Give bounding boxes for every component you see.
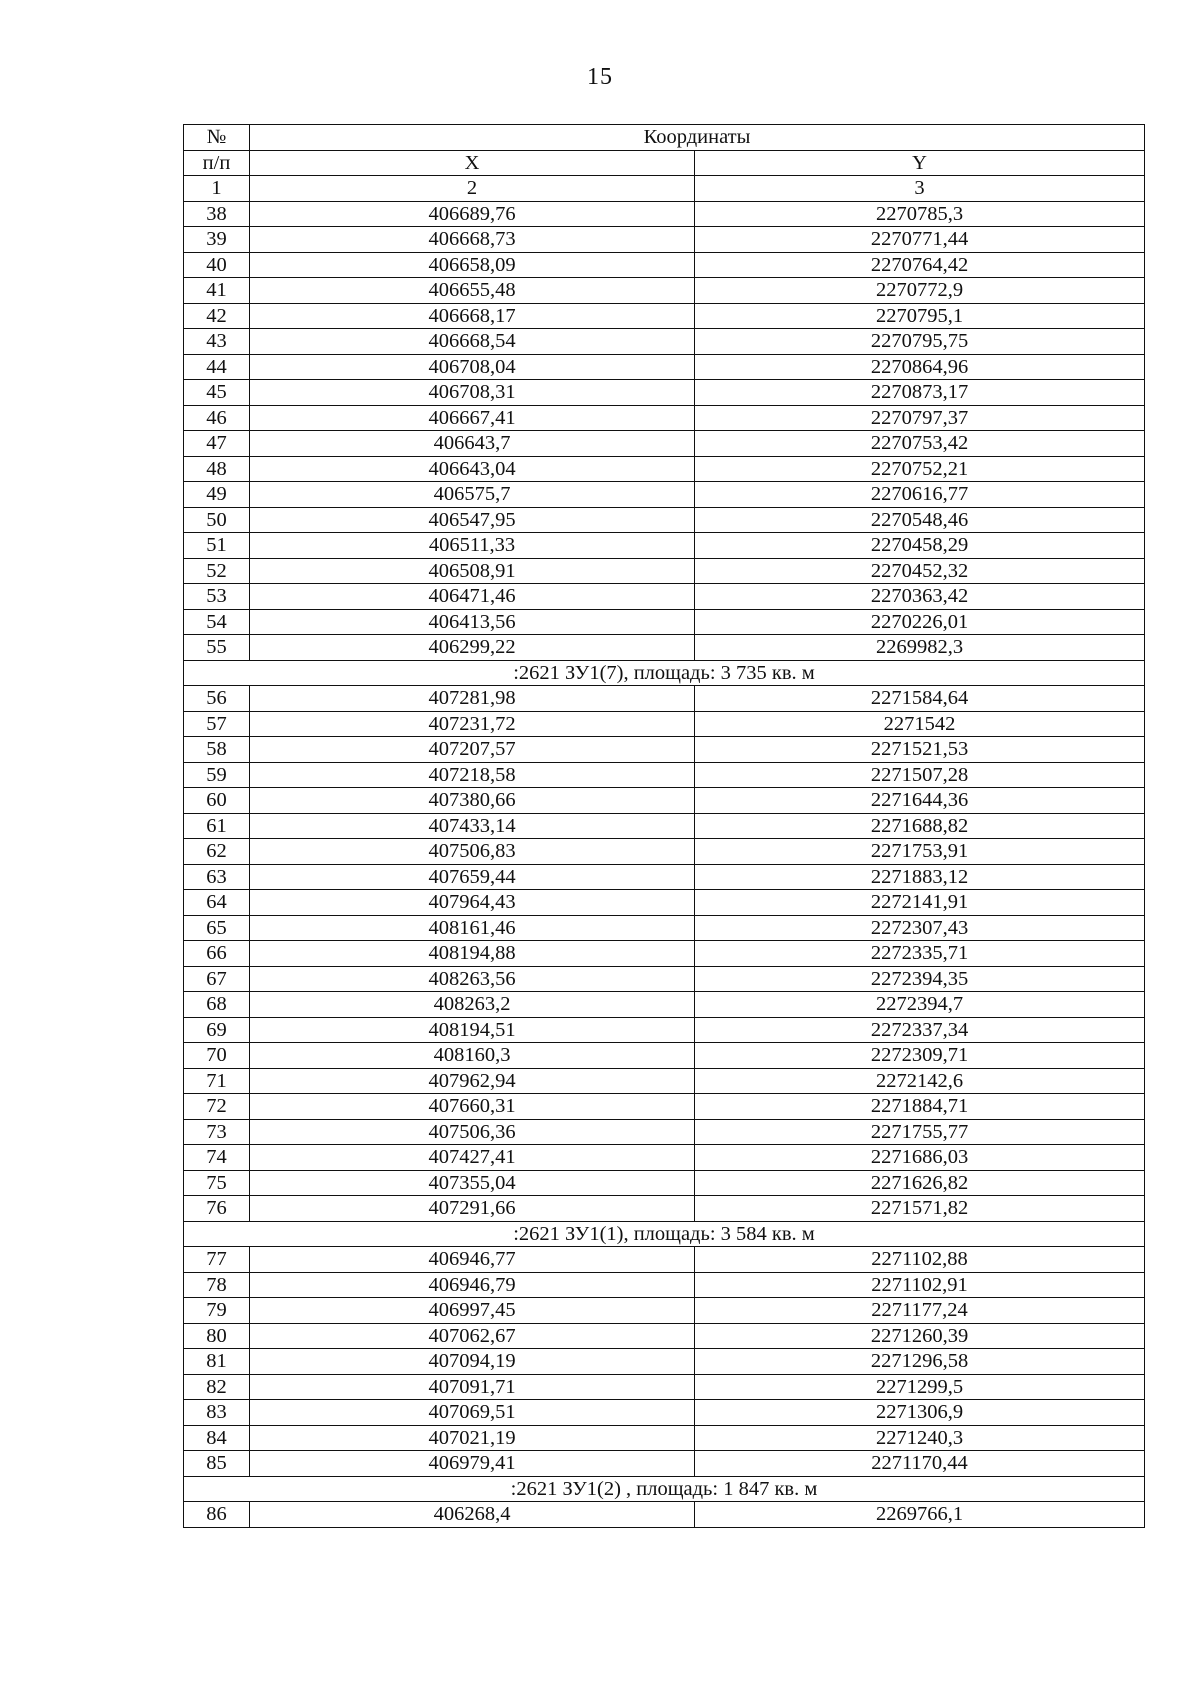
y-coordinate-cell: 2270797,37 — [695, 405, 1145, 431]
x-coordinate-cell: 408263,56 — [250, 966, 695, 992]
x-coordinate-cell: 406508,91 — [250, 558, 695, 584]
point-number-cell: 74 — [184, 1145, 250, 1171]
table-row — [184, 1196, 1145, 1222]
x-coordinate-cell: 406655,48 — [250, 278, 695, 304]
y-coordinate-cell: 2271260,39 — [695, 1323, 1145, 1349]
table-row — [184, 635, 1145, 661]
table-row — [184, 303, 1145, 329]
point-number-cell: 83 — [184, 1400, 250, 1426]
y-coordinate-cell: 2271584,64 — [695, 686, 1145, 712]
table-row — [184, 864, 1145, 890]
x-coordinate-cell: 406658,09 — [250, 252, 695, 278]
point-number-cell: 56 — [184, 686, 250, 712]
x-coordinate-cell: 406667,41 — [250, 405, 695, 431]
point-number-cell: 79 — [184, 1298, 250, 1324]
x-coordinate-cell: 406268,4 — [250, 1502, 695, 1528]
point-number-cell: 40 — [184, 252, 250, 278]
y-coordinate-cell: 2271299,5 — [695, 1374, 1145, 1400]
x-coordinate-cell: 407291,66 — [250, 1196, 695, 1222]
point-number-cell: 51 — [184, 533, 250, 559]
point-number-cell: 78 — [184, 1272, 250, 1298]
y-coordinate-cell: 2270616,77 — [695, 482, 1145, 508]
x-coordinate-cell: 406668,54 — [250, 329, 695, 355]
y-coordinate-cell: 2269982,3 — [695, 635, 1145, 661]
table-row — [184, 1068, 1145, 1094]
x-coordinate-cell: 407962,94 — [250, 1068, 695, 1094]
x-coordinate-cell: 406471,46 — [250, 584, 695, 610]
y-coordinate-cell: 2271102,91 — [695, 1272, 1145, 1298]
x-coordinate-cell: 407091,71 — [250, 1374, 695, 1400]
point-number-cell: 39 — [184, 227, 250, 253]
x-coordinate-cell: 406946,77 — [250, 1247, 695, 1273]
y-coordinate-cell: 2271306,9 — [695, 1400, 1145, 1426]
table-body — [184, 201, 1145, 1527]
x-coordinate-cell: 406708,31 — [250, 380, 695, 406]
point-number-cell: 57 — [184, 711, 250, 737]
y-coordinate-cell: 2270226,01 — [695, 609, 1145, 635]
y-coordinate-cell: 2271521,53 — [695, 737, 1145, 763]
y-coordinate-cell: 2271644,36 — [695, 788, 1145, 814]
y-coordinate-cell: 2271883,12 — [695, 864, 1145, 890]
y-coordinate-cell: 2271571,82 — [695, 1196, 1145, 1222]
section-title-row — [184, 1476, 1145, 1502]
point-number-cell: 61 — [184, 813, 250, 839]
x-coordinate-cell: 407281,98 — [250, 686, 695, 712]
point-number-cell: 44 — [184, 354, 250, 380]
point-number-cell: 67 — [184, 966, 250, 992]
x-coordinate-cell: 406643,7 — [250, 431, 695, 457]
point-number-cell: 46 — [184, 405, 250, 431]
x-coordinate-cell: 407231,72 — [250, 711, 695, 737]
table-row — [184, 1119, 1145, 1145]
table-row — [184, 507, 1145, 533]
point-number-cell: 81 — [184, 1349, 250, 1375]
table-row — [184, 788, 1145, 814]
table-row — [184, 711, 1145, 737]
table-row — [184, 533, 1145, 559]
table-row — [184, 941, 1145, 967]
table-row — [184, 456, 1145, 482]
table-row — [184, 482, 1145, 508]
header-col-index-2: 2 — [250, 176, 695, 202]
x-coordinate-cell: 406511,33 — [250, 533, 695, 559]
header-num-label: п/п — [184, 150, 250, 176]
x-coordinate-cell: 407021,19 — [250, 1425, 695, 1451]
section-title-row — [184, 1221, 1145, 1247]
table-row — [184, 813, 1145, 839]
x-coordinate-cell: 408194,88 — [250, 941, 695, 967]
x-coordinate-cell: 406708,04 — [250, 354, 695, 380]
point-number-cell: 72 — [184, 1094, 250, 1120]
x-coordinate-cell: 407218,58 — [250, 762, 695, 788]
table-row — [184, 329, 1145, 355]
point-number-cell: 66 — [184, 941, 250, 967]
y-coordinate-cell: 2271542 — [695, 711, 1145, 737]
point-number-cell: 53 — [184, 584, 250, 610]
y-coordinate-cell: 2270458,29 — [695, 533, 1145, 559]
point-number-cell: 86 — [184, 1502, 250, 1528]
table-row — [184, 1043, 1145, 1069]
point-number-cell: 85 — [184, 1451, 250, 1477]
y-coordinate-cell: 2271626,82 — [695, 1170, 1145, 1196]
y-coordinate-cell: 2271753,91 — [695, 839, 1145, 865]
x-coordinate-cell: 406668,17 — [250, 303, 695, 329]
table-row — [184, 966, 1145, 992]
header-y: Y — [695, 150, 1145, 176]
x-coordinate-cell: 407355,04 — [250, 1170, 695, 1196]
point-number-cell: 70 — [184, 1043, 250, 1069]
y-coordinate-cell: 2272141,91 — [695, 890, 1145, 916]
point-number-cell: 73 — [184, 1119, 250, 1145]
table-row — [184, 839, 1145, 865]
table-row — [184, 1247, 1145, 1273]
x-coordinate-cell: 406643,04 — [250, 456, 695, 482]
y-coordinate-cell: 2269766,1 — [695, 1502, 1145, 1528]
x-coordinate-cell: 407094,19 — [250, 1349, 695, 1375]
y-coordinate-cell: 2271507,28 — [695, 762, 1145, 788]
section-title: :2621 ЗУ1(1), площадь: 3 584 кв. м — [184, 1221, 1145, 1247]
point-number-cell: 84 — [184, 1425, 250, 1451]
x-coordinate-cell: 407069,51 — [250, 1400, 695, 1426]
header-num-symbol: № — [184, 125, 250, 151]
point-number-cell: 49 — [184, 482, 250, 508]
header-coordinates: Координаты — [250, 125, 1145, 151]
table-row — [184, 1298, 1145, 1324]
table-row — [184, 1425, 1145, 1451]
y-coordinate-cell: 2271240,3 — [695, 1425, 1145, 1451]
x-coordinate-cell: 406668,73 — [250, 227, 695, 253]
y-coordinate-cell: 2270785,3 — [695, 201, 1145, 227]
coordinates-table — [183, 124, 1145, 1528]
table-row — [184, 992, 1145, 1018]
table-row — [184, 609, 1145, 635]
y-coordinate-cell: 2270753,42 — [695, 431, 1145, 457]
y-coordinate-cell: 2270864,96 — [695, 354, 1145, 380]
x-coordinate-cell: 407506,83 — [250, 839, 695, 865]
x-coordinate-cell: 408161,46 — [250, 915, 695, 941]
x-coordinate-cell: 407380,66 — [250, 788, 695, 814]
table-row — [184, 354, 1145, 380]
x-coordinate-cell: 408160,3 — [250, 1043, 695, 1069]
x-coordinate-cell: 406689,76 — [250, 201, 695, 227]
point-number-cell: 38 — [184, 201, 250, 227]
header-col-index-3: 3 — [695, 176, 1145, 202]
point-number-cell: 50 — [184, 507, 250, 533]
table-row — [184, 762, 1145, 788]
x-coordinate-cell: 407964,43 — [250, 890, 695, 916]
table-row — [184, 431, 1145, 457]
table-row — [184, 1170, 1145, 1196]
header-x: X — [250, 150, 695, 176]
x-coordinate-cell: 407427,41 — [250, 1145, 695, 1171]
y-coordinate-cell: 2270772,9 — [695, 278, 1145, 304]
header-col-index-1: 1 — [184, 176, 250, 202]
point-number-cell: 47 — [184, 431, 250, 457]
point-number-cell: 62 — [184, 839, 250, 865]
point-number-cell: 82 — [184, 1374, 250, 1400]
y-coordinate-cell: 2271170,44 — [695, 1451, 1145, 1477]
y-coordinate-cell: 2272394,35 — [695, 966, 1145, 992]
point-number-cell: 43 — [184, 329, 250, 355]
section-title: :2621 ЗУ1(7), площадь: 3 735 кв. м — [184, 660, 1145, 686]
point-number-cell: 60 — [184, 788, 250, 814]
table-row — [184, 1502, 1145, 1528]
table-row — [184, 1323, 1145, 1349]
point-number-cell: 52 — [184, 558, 250, 584]
table-row — [184, 1272, 1145, 1298]
x-coordinate-cell: 408194,51 — [250, 1017, 695, 1043]
table-row — [184, 278, 1145, 304]
point-number-cell: 76 — [184, 1196, 250, 1222]
point-number-cell: 55 — [184, 635, 250, 661]
table-row — [184, 1145, 1145, 1171]
table-row — [184, 201, 1145, 227]
x-coordinate-cell: 406547,95 — [250, 507, 695, 533]
y-coordinate-cell: 2272337,34 — [695, 1017, 1145, 1043]
table-row — [184, 558, 1145, 584]
y-coordinate-cell: 2270795,75 — [695, 329, 1145, 355]
y-coordinate-cell: 2270873,17 — [695, 380, 1145, 406]
point-number-cell: 77 — [184, 1247, 250, 1273]
x-coordinate-cell: 406413,56 — [250, 609, 695, 635]
x-coordinate-cell: 407062,67 — [250, 1323, 695, 1349]
y-coordinate-cell: 2271686,03 — [695, 1145, 1145, 1171]
y-coordinate-cell: 2271177,24 — [695, 1298, 1145, 1324]
point-number-cell: 54 — [184, 609, 250, 635]
point-number-cell: 68 — [184, 992, 250, 1018]
point-number-cell: 64 — [184, 890, 250, 916]
x-coordinate-cell: 407433,14 — [250, 813, 695, 839]
table-row — [184, 252, 1145, 278]
x-coordinate-cell: 406575,7 — [250, 482, 695, 508]
y-coordinate-cell: 2270771,44 — [695, 227, 1145, 253]
point-number-cell: 58 — [184, 737, 250, 763]
y-coordinate-cell: 2271296,58 — [695, 1349, 1145, 1375]
table-row — [184, 890, 1145, 916]
section-title-row — [184, 660, 1145, 686]
y-coordinate-cell: 2271755,77 — [695, 1119, 1145, 1145]
y-coordinate-cell: 2272307,43 — [695, 915, 1145, 941]
x-coordinate-cell: 407659,44 — [250, 864, 695, 890]
y-coordinate-cell: 2271884,71 — [695, 1094, 1145, 1120]
table-row — [184, 1400, 1145, 1426]
table-row — [184, 380, 1145, 406]
y-coordinate-cell: 2270363,42 — [695, 584, 1145, 610]
table-row — [184, 405, 1145, 431]
point-number-cell: 80 — [184, 1323, 250, 1349]
y-coordinate-cell: 2270795,1 — [695, 303, 1145, 329]
table-row — [184, 915, 1145, 941]
point-number-cell: 59 — [184, 762, 250, 788]
point-number-cell: 75 — [184, 1170, 250, 1196]
y-coordinate-cell: 2271688,82 — [695, 813, 1145, 839]
table-row — [184, 1451, 1145, 1477]
x-coordinate-cell: 407506,36 — [250, 1119, 695, 1145]
point-number-cell: 71 — [184, 1068, 250, 1094]
x-coordinate-cell: 407660,31 — [250, 1094, 695, 1120]
table-row — [184, 584, 1145, 610]
y-coordinate-cell: 2270752,21 — [695, 456, 1145, 482]
point-number-cell: 41 — [184, 278, 250, 304]
y-coordinate-cell: 2270548,46 — [695, 507, 1145, 533]
point-number-cell: 48 — [184, 456, 250, 482]
y-coordinate-cell: 2272394,7 — [695, 992, 1145, 1018]
point-number-cell: 63 — [184, 864, 250, 890]
table-row — [184, 1349, 1145, 1375]
point-number-cell: 45 — [184, 380, 250, 406]
table-row — [184, 227, 1145, 253]
x-coordinate-cell: 406997,45 — [250, 1298, 695, 1324]
y-coordinate-cell: 2270764,42 — [695, 252, 1145, 278]
y-coordinate-cell: 2270452,32 — [695, 558, 1145, 584]
point-number-cell: 65 — [184, 915, 250, 941]
y-coordinate-cell: 2272335,71 — [695, 941, 1145, 967]
y-coordinate-cell: 2272309,71 — [695, 1043, 1145, 1069]
table-row — [184, 686, 1145, 712]
x-coordinate-cell: 408263,2 — [250, 992, 695, 1018]
table-row — [184, 1094, 1145, 1120]
point-number-cell: 69 — [184, 1017, 250, 1043]
page-number: 15 — [587, 64, 613, 90]
x-coordinate-cell: 406946,79 — [250, 1272, 695, 1298]
table-row — [184, 737, 1145, 763]
x-coordinate-cell: 406979,41 — [250, 1451, 695, 1477]
x-coordinate-cell: 407207,57 — [250, 737, 695, 763]
y-coordinate-cell: 2271102,88 — [695, 1247, 1145, 1273]
point-number-cell: 42 — [184, 303, 250, 329]
x-coordinate-cell: 406299,22 — [250, 635, 695, 661]
y-coordinate-cell: 2272142,6 — [695, 1068, 1145, 1094]
section-title: :2621 ЗУ1(2) , площадь: 1 847 кв. м — [184, 1476, 1145, 1502]
table-row — [184, 1017, 1145, 1043]
table-row — [184, 1374, 1145, 1400]
